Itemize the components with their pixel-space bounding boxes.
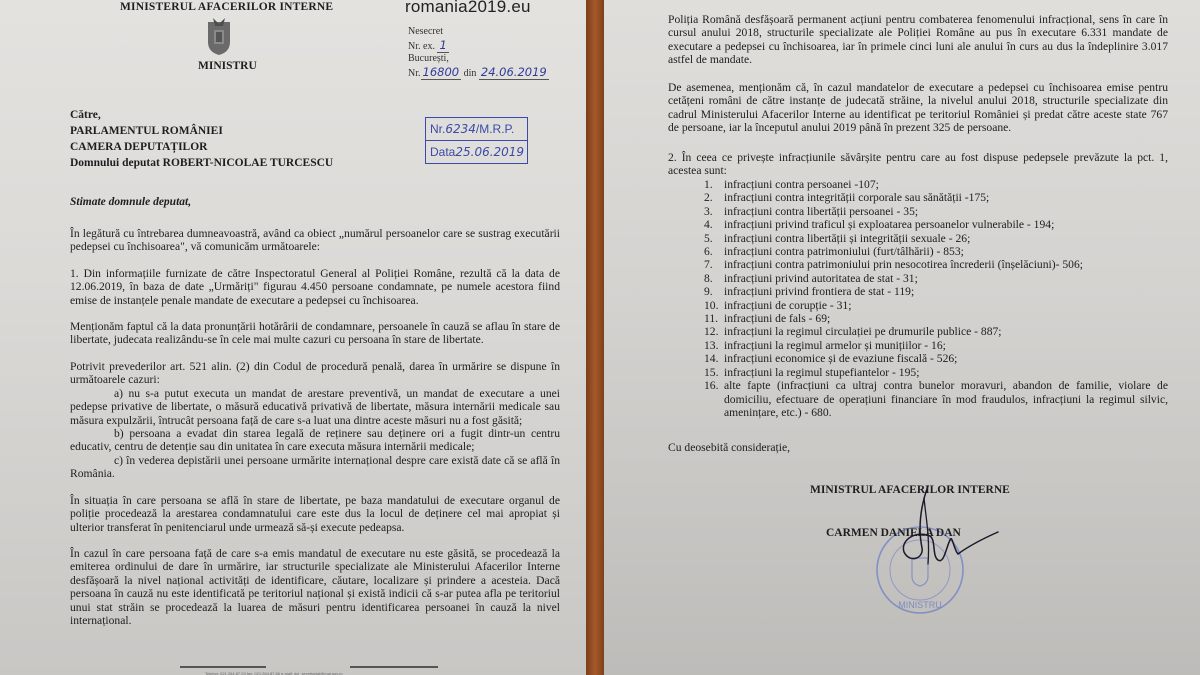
registration-number: 16800 (422, 64, 460, 79)
list-item: 3. infracțiuni contra libertății persoanei - 35; (704, 204, 919, 218)
paragraph: 2. În ceea ce privește infracțiunile săvârșite pentru care au fost dispuse pedepsele prevăzute la pct. 1, acestea sunt: (668, 151, 1168, 178)
closing: Cu deosebită considerație, (668, 441, 791, 454)
recipient-to: Către, (70, 109, 101, 121)
footer-rule-left (180, 666, 266, 668)
recipient-block (70, 107, 333, 171)
footer-rule-right (350, 666, 438, 668)
city: București, (408, 53, 449, 64)
registration-row: Nr. 16800 din 24.06.2019 (408, 64, 547, 79)
stamp-date-row: Data25.06.2019 (426, 140, 527, 162)
list-item: 4. infracțiuni privind traficul și exploatarea persoanelor vulnerabile - 194; (704, 218, 1055, 232)
salutation: Stimate domnule deputat, (70, 196, 192, 208)
list-item: 11. infracțiuni de fals - 69; (704, 312, 831, 326)
signatory-name: CARMEN DANIELA DAN (826, 527, 961, 539)
paragraph: 1. Din informațiile furnizate de către Inspectoratul General al Poliției Române, rezultă că la data de 12.06.2019, în baza de date „Urmăriți" figurau 4.450 persoane condamnate, pe numele acestora fiind emise de instanțele penale mandate de executare a pedepsei cu închisoarea. (70, 267, 560, 307)
paragraph: În cazul în care persoana față de care s-a emis mandatul de executare nu este găsită, se procedează la emiterea ordinului de dare în urmărire, iar structurile specializate ale Ministerului Afacerilor Interne desfășoară la nivel național activități de identificare, căutare, localizare și prindere a acesteia. Dacă persoana în cauză nu este identificată pe teritoriul național și există indicii că s-ar putea afla pe teritoriul unui stat străin se procedează la luarea de măsuri pentru identificarea persoanei în cauză la nivel internațional. (70, 547, 560, 628)
list-item: 2. infracțiuni contra integrității corporale sau sănătății -175; (704, 191, 990, 205)
signatory-title: MINISTRUL AFACERILOR INTERNE (810, 484, 1010, 496)
stamp-number-row: Nr.6234/M.R.P. (430, 122, 515, 136)
paragraph: De asemenea, menționăm că, în cazul mandatelor de executare a pedepsei cu închisoarea emise pentru cetățeni români de către instanțe de judecată străine, la nivelul anului 2018, structurile specializate din cadrul Ministerului Afacerilor Interne au identificat pe teritoriul României și predat către aceste state 767 de persoane, iar la începutul anului 2019 până în prezent 325 de persoane. (668, 81, 1168, 135)
list-item: 14. infracțiuni economice și de evaziune fiscală - 526; (704, 352, 958, 366)
document-registration (408, 26, 549, 80)
list-item: 5. infracțiuni contra libertății și integrității sexuale - 26; (704, 231, 971, 245)
stamp-number: 6234 (445, 122, 476, 136)
recipient-line-1: PARLAMENTUL ROMÂNIEI (70, 125, 223, 137)
paragraph: Potrivit prevederilor art. 521 alin. (2) din Codul de procedură penală, darea în urmărire se dispune în următoarele cazuri: (70, 360, 560, 387)
paragraph: Poliția Română desfășoară permanent acțiuni pentru combaterea fenomenului infracțional, sens în care în cursul anului 2018, structurile specializate ale Poliției Române au pus în executare 6.331 mandate de executare a pedepsei cu închisoarea, iar în primele cinci luni ale anului în curs au dus la îndeplinire 3.017 astfel de mandate. (668, 13, 1168, 67)
letter-page-1 (0, 0, 586, 675)
paragraph: Menționăm faptul că la data pronunțării hotărârii de condamnare, persoanele în cauză se aflau în stare de libertate, judecata realizându-se în cele mai multe cazuri cu persoana în stare de libertate. (70, 320, 560, 347)
list-item: 6. infracțiuni contra patrimoniului (furt/tâlhării) - 853; (704, 245, 964, 259)
list-item: 8. infracțiuni privind autoritatea de stat - 31; (704, 271, 918, 285)
seal-text: MINISTRU (898, 600, 942, 610)
recipient-line-2: CAMERA DEPUTAȚILOR (70, 141, 208, 153)
list-item: 12. infracțiuni la regimul circulației pe drumurile publice - 887; (704, 325, 1002, 339)
paragraph: În legătură cu întrebarea dumneavoastră, având ca obiect „numărul persoanelor care se sustrag executării pedepsei cu închisoarea", vă comunicăm următoarele: (70, 227, 560, 254)
classification: Nesecret (408, 26, 443, 37)
list-item: 9. infracțiuni privind frontiera de stat - 119; (704, 285, 915, 299)
list-item-b: b) persoana a evadat din starea legală de reținere sau deținere ori a fugit dintr-un centru educativ, centru de detenție sau din unitatea în care executa măsura internării medicale; (70, 427, 560, 454)
registry-stamp (425, 117, 528, 164)
office-label: MINISTRU (198, 60, 257, 72)
handwritten-signature-icon (880, 478, 1010, 588)
list-item: 16. alte fapte (infracțiuni ca ultraj contra bunelor moravuri, abandon de familie, violare de domiciliu, efectuare de operațiuni financiare în mod fraudulos, infracțiuni la regimul silvic, amenințare, etc.) - 680. (704, 379, 1168, 419)
list-item: 1. infracțiuni contra persoanei -107; (704, 178, 879, 191)
list-item: 15. infracțiuni la regimul stupefiantelor - 195; (704, 365, 920, 379)
list-item-a: a) nu s-a putut executa un mandat de arestare preventivă, un mandat de executare a unei pedepse privative de libertate, o măsură educativă privativă de libertate, măsura internării medicale sau măsura expulzării, întrucât persoana față de care s-a luat una dintre aceste măsuri nu a fost găsită; (70, 387, 560, 427)
list-item: 13. infracțiuni la regimul armelor și munițiilor - 16; (704, 338, 946, 352)
copy-number-row: Nr. ex. 1 (408, 37, 447, 52)
desk-gap (586, 0, 604, 675)
registration-date: 24.06.2019 (480, 64, 547, 79)
copy-number: 1 (439, 37, 447, 52)
stamp-date: 25.06.2019 (455, 145, 525, 159)
list-item: 10. infracțiuni de corupție - 31; (704, 298, 852, 312)
romania2019-logo: romania2019.eu (405, 0, 531, 16)
list-item-c: c) în vederea depistării unei persoane urmărite internațional despre care există date că se află în România. (70, 454, 560, 481)
recipient-line-3: Domnului deputat ROBERT-NICOLAE TURCESCU (70, 157, 334, 169)
list-item: 7. infracțiuni contra patrimoniului prin nesocotirea încrederii (înșelăciuni)- 506; (704, 258, 1083, 272)
ministry-header-title: MINISTERUL AFACERILOR INTERNE (120, 1, 334, 13)
footer-contact: Telefon: 021.264.87.03 fax: 021.264.87.86 e-mail: dci_secretariat@mai.gov.ro (205, 671, 343, 675)
paragraph: În situația în care persoana se află în stare de libertate, pe baza mandatului de executare organul de poliție procedează la arestarea condamnatului care este dus la locul de deținere cel mai apropiat și ulterior transferat în penitenciarul unde urmează să-și execute pedeapsa. (70, 494, 560, 534)
offense-list (704, 178, 1168, 419)
coat-of-arms-icon (206, 16, 232, 56)
